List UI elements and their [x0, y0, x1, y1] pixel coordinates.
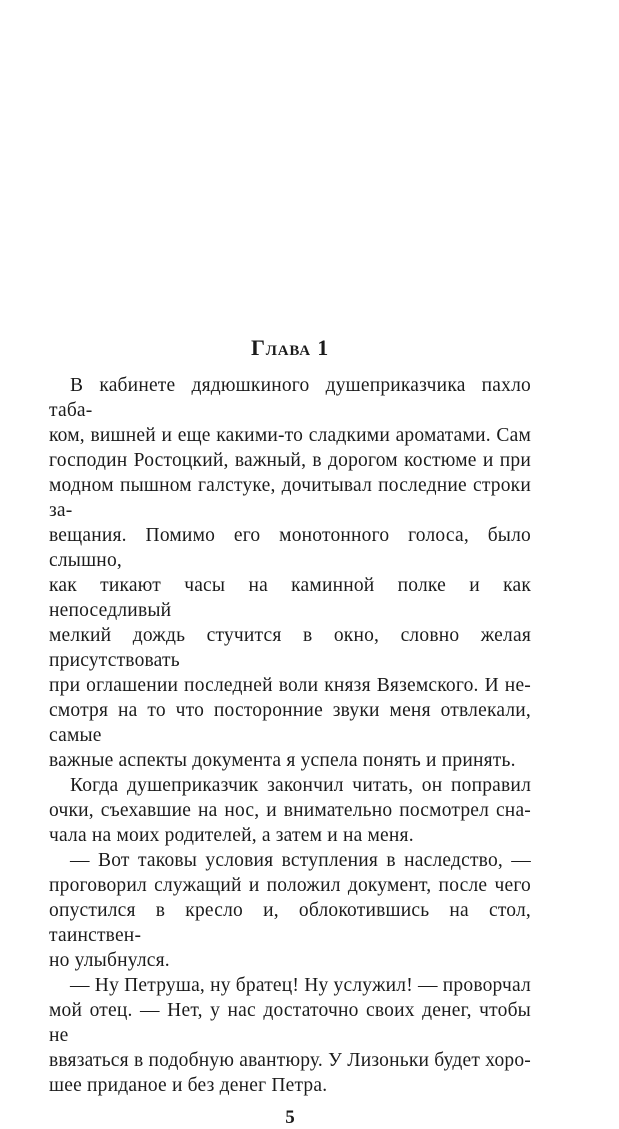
- text-line: шее приданое и без денег Петра.: [49, 1075, 328, 1096]
- text-line: опустился в кресло и, облокотившись на стол, таинствен-: [49, 900, 531, 946]
- text-line: — Ну Петруша, ну братец! Ну услужил! — проворчал: [70, 975, 531, 996]
- text-line: модном пышном галстуке, дочитывал последние строки за-: [49, 475, 531, 521]
- text-line: ввязаться в подобную авантюру. У Лизоньки будет хоро-: [49, 1050, 531, 1071]
- text-line: В кабинете дядюшкиного душеприказчика пахло таба-: [49, 375, 531, 421]
- chapter-heading: Глава 1: [251, 335, 329, 360]
- page-number: 5: [285, 1107, 295, 1128]
- text-line: ком, вишней и еще какими-то сладкими ароматами. Сам: [49, 425, 531, 446]
- text-line: проговорил служащий и положил документ, после чего: [49, 875, 531, 896]
- text-body: [49, 373, 531, 1098]
- text-line: как тикают часы на каминной полке и как непоседливый: [49, 575, 531, 621]
- paragraph: [49, 973, 531, 1098]
- paragraph: [49, 373, 531, 773]
- text-line: важные аспекты документа я успела понять и принять.: [49, 750, 516, 771]
- text-line: чала на моих родителей, а затем и на меня.: [49, 825, 414, 846]
- text-line: смотря на то что посторонние звуки меня отвлекали, самые: [49, 700, 531, 746]
- text-line: мелкий дождь стучится в окно, словно желая присутствовать: [49, 625, 531, 671]
- text-line: но улыбнулся.: [49, 950, 170, 971]
- text-line: — Вот таковы условия вступления в наследство, —: [70, 850, 531, 871]
- text-column: [49, 336, 531, 1129]
- text-line: Когда душеприказчик закончил читать, он поправил: [70, 775, 531, 796]
- text-line: вещания. Помимо его монотонного голоса, было слышно,: [49, 525, 531, 571]
- text-line: мой отец. — Нет, у нас достаточно своих денег, чтобы не: [49, 1000, 531, 1046]
- paragraph: [49, 773, 531, 848]
- text-line: господин Ростоцкий, важный, в дорогом костюме и при: [49, 450, 531, 471]
- paragraph: [49, 848, 531, 973]
- text-line: очки, съехавшие на нос, и внимательно посмотрел сна-: [49, 800, 531, 821]
- text-line: при оглашении последней воли князя Вяземского. И не-: [49, 675, 531, 696]
